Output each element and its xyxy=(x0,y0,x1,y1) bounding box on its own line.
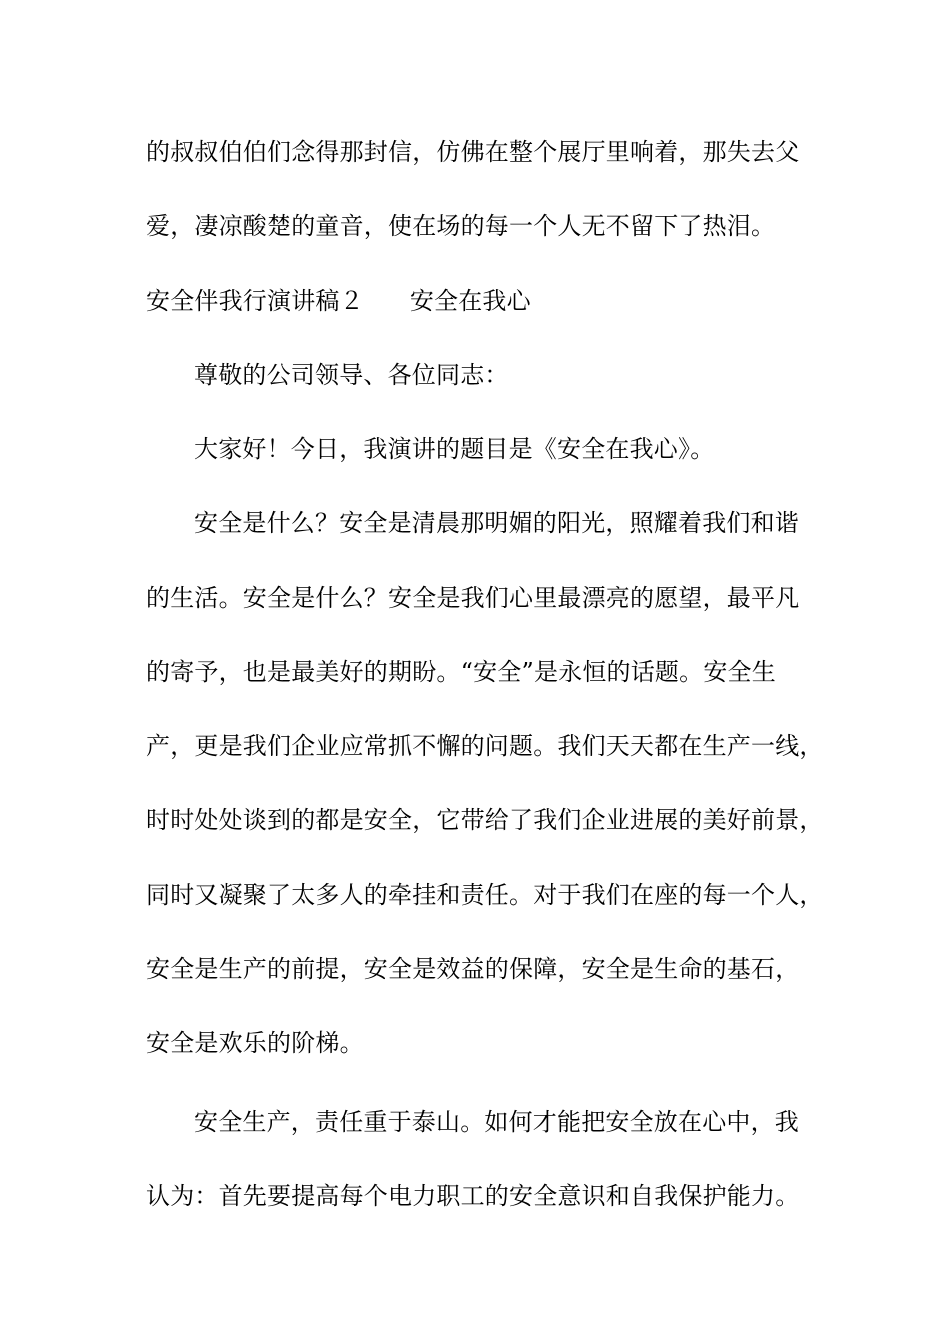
paragraph-line: 安全是欢乐的阶梯。 xyxy=(146,1029,364,1057)
section-heading-subtitle: 安全在我心 xyxy=(409,287,531,315)
paragraph-line: 同时又凝聚了太多人的牵挂和责任。对于我们在座的每一个人， xyxy=(146,881,824,909)
paragraph-line: 的寄予，也是最美好的期盼。“安全”是永恒的话题。安全生 xyxy=(146,658,776,686)
paragraph-line: 产，更是我们企业应常抓不懈的问题。我们天天都在生产一线， xyxy=(146,732,824,760)
paragraph-line: 时时处处谈到的都是安全，它带给了我们企业进展的美好前景， xyxy=(146,806,824,834)
paragraph-line: 的叔叔伯伯们念得那封信，仿佛在整个展厅里响着，那失去父 xyxy=(146,138,800,166)
paragraph-line: 认为：首先要提高每个电力职工的安全意识和自我保护能力。 xyxy=(146,1182,800,1210)
paragraph-line: 安全是什么？安全是清晨那明媚的阳光，照耀着我们和谐 xyxy=(194,509,799,537)
section-heading-title: 安全伴我行演讲稿２ xyxy=(146,287,364,315)
section-heading xyxy=(146,286,836,316)
paragraph-line: 大家好！今日，我演讲的题目是《安全在我心》。 xyxy=(194,435,715,463)
paragraph-line: 爱，凄凉酸楚的童音，使在场的每一个人无不留下了热泪。 xyxy=(146,212,776,240)
paragraph-line: 的生活。安全是什么？安全是我们心里最漂亮的愿望，最平凡 xyxy=(146,584,800,612)
salutation-line: 尊敬的公司领导、各位同志： xyxy=(194,361,509,389)
paragraph-line: 安全生产，责任重于泰山。如何才能把安全放在心中，我 xyxy=(194,1108,799,1136)
paragraph-line: 安全是生产的前提，安全是效益的保障，安全是生命的基石， xyxy=(146,955,800,983)
